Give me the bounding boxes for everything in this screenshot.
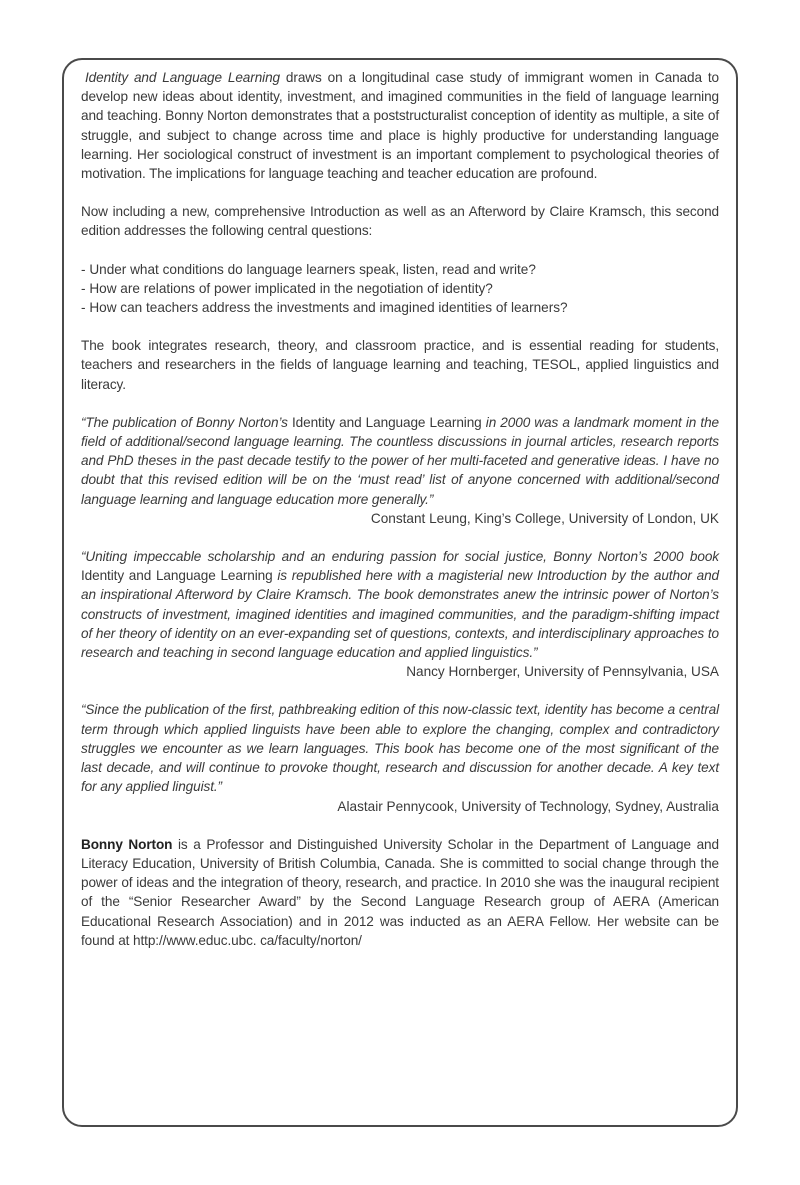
spacer [81,317,719,336]
spacer [81,816,719,835]
quote-text: “The publication of Bonny Norton’s [81,414,292,430]
spacer [81,241,719,260]
quote-text: in 2000 was a landmark moment in the field of additional/second language learning. The countless discussions in journal articles, research reports and PhD theses in the past decade testify to the power of her multi-faceted and generative ideas. I have no doubt that this revised edition will be on the ‘must read’ list of anyone concerned with additional/second language learning and language education more generally.” [81,414,719,507]
endorsement-leung [81,413,719,528]
endorsement-attribution: Alastair Pennycook, University of Technology, Sydney, Australia [337,798,719,814]
quoted-book-title: Identity and Language Learning [81,568,273,584]
endorsement-quote [81,700,719,796]
intro-text: draws on a longitudinal case study of immigrant women in Canada to develop new ideas about identity, investment, and imagined communities in the field of language learning and teaching. Bonny Norton demonstrates that a poststructuralist conception of identity as multiple, a site of struggle, and subject to change across time and place is highly productive for understanding language learning. Her sociological construct of investment is an important complement to psychological theories of motivation. The implications for language teaching and teacher education are profound. [81,70,719,182]
second-edition-paragraph: Now including a new, comprehensive Introduction as well as an Afterword by Claire Kramsch, this second edition addresses the following central questions: [81,204,719,239]
back-cover-text-box [62,58,738,1127]
endorsement-quote [81,413,719,509]
author-bio-text: is a Professor and Distinguished University Scholar in the Department of Language and Literacy Education, University of British Columbia, Canada. She is committed to social change through the power of ideas and the integration of theory, research, and practice. In 2010 she was the inaugural recipient of the “Senior Researcher Award” by the Second Language Research group of AERA (American Educational Research Association) and in 2012 was inducted as an AERA Fellow. Her website can be found at http://www.educ.ubc. ca/faculty/norton/ [81,836,719,948]
quote-text: “Since the publication of the first, pathbreaking edition of this now-classic text, identity has become a central term through which applied linguists have been able to explore the changing, complex and contradictory struggles we encounter as we learn languages. This book has become one of the most significant of the last decade, and will continue to provoke thought, research and discussion for another decade. A key text for any applied linguist.” [81,702,719,795]
quote-text: “Uniting impeccable scholarship and an enduring passion for social justice, Bonny Norton’s 2000 book [81,549,719,565]
endorsement-hornberger [81,547,719,681]
question-item: - How are relations of power implicated in the negotiation of identity? [81,279,719,298]
endorsement-quote [81,547,719,662]
question-item: - Under what conditions do language learners speak, listen, read and write? [81,260,719,279]
intro-paragraph [81,68,719,183]
quoted-book-title: Identity and Language Learning [291,414,482,430]
central-questions-list [81,260,719,318]
author-name: Bonny Norton [81,836,173,852]
spacer [81,681,719,700]
question-item: - How can teachers address the investments and imagined identities of learners? [81,298,719,317]
spacer [81,394,719,413]
book-title: Identity and Language Learning [85,70,280,85]
audience-paragraph: The book integrates research, theory, and classroom practice, and is essential reading for students, teachers and researchers in the fields of language learning and teaching, TESOL, applied linguistics and literacy. [81,338,719,392]
spacer [81,183,719,202]
spacer [81,528,719,547]
quote-text: is republished here with a magisterial new Introduction by the author and an inspirational Afterword by Claire Kramsch. The book demonstrates anew the intrinsic power of Norton’s constructs of investment, imagined identities and imagined communities, and the paradigm-shifting impact of her theory of identity on an ever-expanding set of questions, contexts, and interdisciplinary approaches to research and teaching in second language education and applied linguistics.” [81,568,719,661]
endorsement-attribution: Constant Leung, King’s College, University of London, UK [370,510,719,526]
author-bio [81,835,719,950]
endorsement-pennycook [81,700,719,815]
endorsement-attribution: Nancy Hornberger, University of Pennsylvania, USA [406,664,719,680]
